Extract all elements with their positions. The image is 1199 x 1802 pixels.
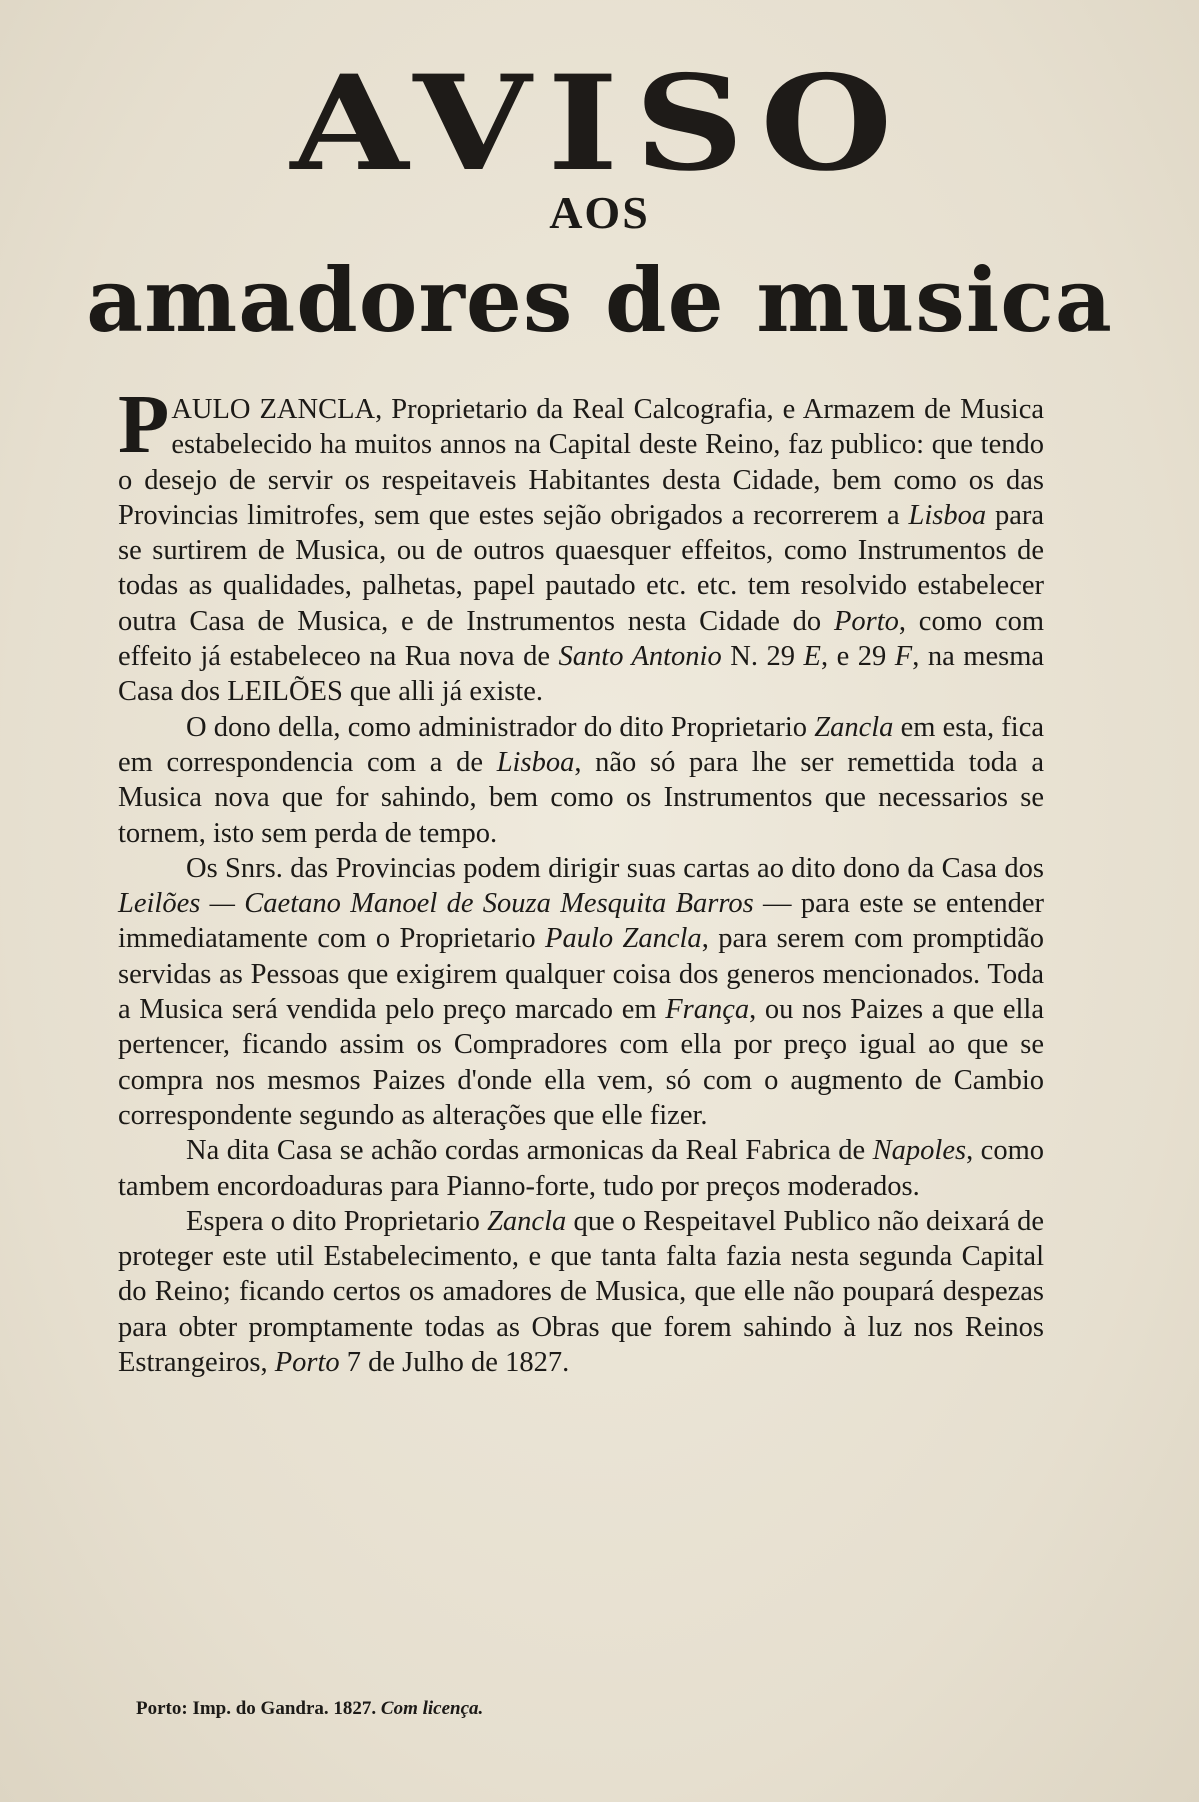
name-caetano: Leilões — Caetano Manoel de Souza Mesquita Barros (118, 888, 754, 920)
imprint-line (136, 1698, 736, 1720)
paragraph-1-text-3: , como com effeito já estabeleceo na Rua nova de (118, 605, 1044, 673)
paragraph-3-text-2: — para este se entender immediatamente com o Proprietario (118, 888, 1044, 955)
paragraph-1-text-5: , e 29 (820, 641, 887, 673)
imprint-text: Porto: Imp. do Gandra. 1827. (136, 1698, 377, 1719)
drop-cap: P (118, 378, 170, 471)
paragraph-3 (118, 851, 1044, 1133)
paragraph-2 (118, 710, 1044, 851)
address-letter-e: E (803, 641, 821, 673)
paragraph-5 (118, 1204, 1044, 1380)
paragraph-2-text: O dono della, como administrador do dito Proprietario (186, 711, 808, 743)
poster-title: AVISO (290, 45, 909, 200)
place-lisboa-2: Lisboa (496, 746, 575, 778)
place-porto: Porto (833, 605, 899, 637)
place-porto-2: Porto (274, 1347, 340, 1379)
place-franca: França (665, 994, 750, 1026)
paragraph-3-text-3: , para serem com promptidão servidas as Pessoas que exigirem qualquer coisa dos generos mencionados. Toda a Musica será vendida pelo preço marcado em (118, 923, 1045, 1026)
imprint-licence: Com licença. (380, 1698, 484, 1719)
paragraph-4-text-2: , como tambem encordoaduras para Pianno-forte, tudo por preços moderados. (118, 1135, 1045, 1202)
street-santo-antonio: Santo Antonio (558, 641, 722, 673)
paragraph-5-text-2: que o Respeitavel Publico não deixará de proteger este util Estabelecimento, e que tanta falta fazia nesta segunda Capital do Reino; ficando certos os amadores de Musica, que elle não poupará despezas para obter promptamente todas as Obras que forem sahindo à luz nos Reinos Estrangeiros, (118, 1205, 1044, 1379)
paragraph-5-text: Espera o dito Proprietario (186, 1205, 480, 1237)
paragraph-2-text-3: , não só para lhe ser remettida toda a Musica nova que for sahindo, bem como os Instrumentos que necessarios se tornem, isto sem perda de tempo. (118, 746, 1044, 849)
paragraph-2-text-2: em esta, fica em correspondencia com a de (118, 711, 1044, 778)
place-lisboa: Lisboa (908, 499, 987, 531)
name-zancla: Zancla (814, 711, 894, 743)
paragraph-1-text: AULO ZANCLA, Proprietario da Real Calcografia, e Armazem de Musica estabelecido ha muitos annos na Capital deste Reino, faz publico: que tendo o desejo de servir os respeitaveis Habitantes desta Cidade, bem como os das Provincias limitrofes, sem que estes sejão obrigados a recorrerem a (118, 394, 1044, 531)
paragraph-1-text-2: para se surtirem de Musica, ou de outros quaesquer effeitos, como Instrumentos de todas as qualidades, palhetas, papel pautado etc. etc. tem resolvido estabelecer outra Casa de Musica, e de Instrumentos nesta Cidade do (118, 499, 1045, 637)
paragraph-4-text: Na dita Casa se achão cordas armonicas da Real Fabrica de (186, 1135, 866, 1167)
paragraph-3-text: Os Snrs. das Provincias podem dirigir suas cartas ao dito dono da Casa dos (186, 852, 1044, 884)
name-zancla-2: Zancla (487, 1205, 567, 1237)
address-letter-f: F (894, 641, 913, 673)
place-napoles: Napoles (872, 1135, 967, 1167)
poster-heading: amadores de musica (86, 248, 1113, 352)
paragraph-1-text-4: N. 29 (730, 641, 795, 673)
notice-body (118, 378, 1045, 1380)
name-paulo-zancla: Paulo Zancla (545, 923, 702, 955)
paragraph-1 (118, 378, 1045, 710)
paragraph-3-text-4: , ou nos Paizes a que ella pertencer, ficando assim os Compradores com ella por preço igual ao que se compra nos mesmos Paizes d'onde ella vem, só com o augmento de Cambio correspondente segundo as alterações que elle fizer. (118, 994, 1044, 1131)
paragraph-4 (118, 1133, 1044, 1204)
paragraph-1-text-6: , na mesma Casa dos LEILÕES que alli já existe. (118, 641, 1045, 708)
date-line: 7 de Julho de 1827. (346, 1347, 570, 1379)
poster-subtitle: AOS (549, 187, 650, 238)
